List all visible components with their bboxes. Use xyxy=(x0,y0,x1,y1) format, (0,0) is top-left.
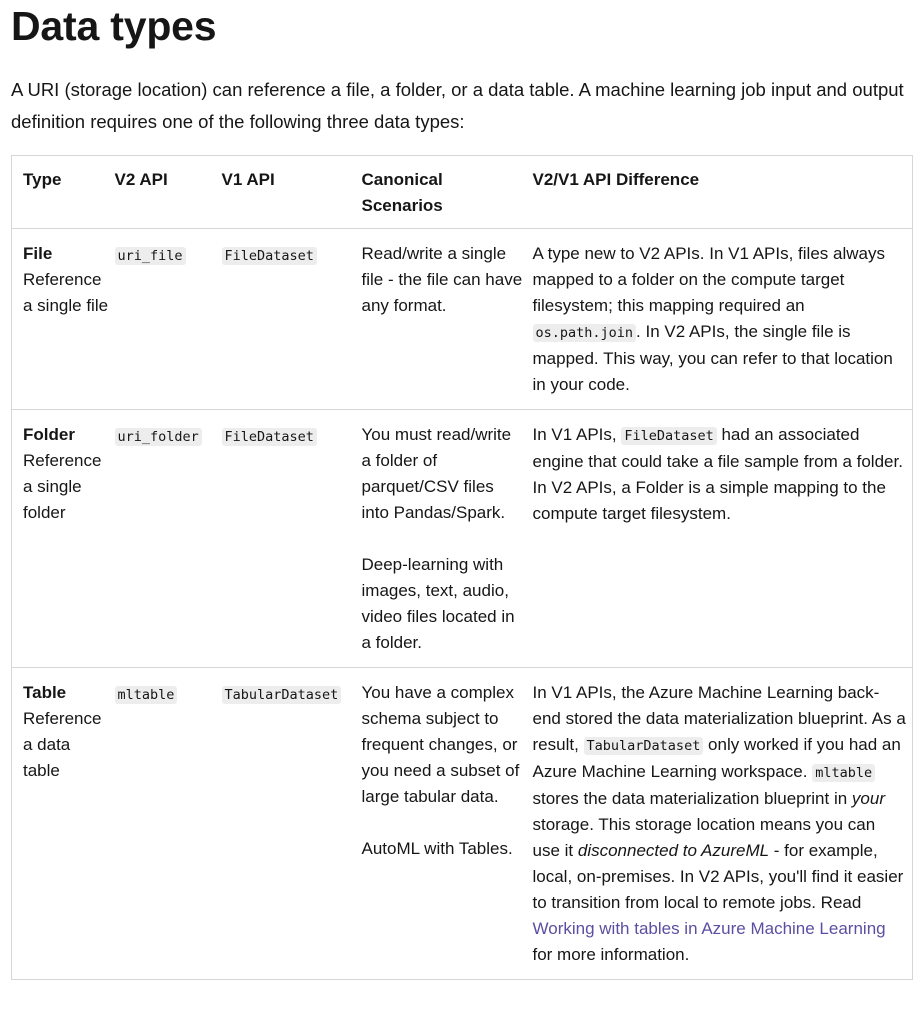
table-row-table xyxy=(12,668,913,980)
scenarios-cell xyxy=(362,410,533,668)
type-description: Reference a single file xyxy=(23,270,109,315)
difference-text: A type new to V2 APIs. In V1 APIs, files always mapped to a folder on the compute target filesystem; this mapping required an xyxy=(532,244,885,315)
scenario-text: Read/write a single file - the file can have any format. xyxy=(361,244,523,315)
difference-cell xyxy=(533,410,913,668)
v1-api-cell xyxy=(222,229,362,410)
type-cell xyxy=(12,229,115,410)
v2-api-cell xyxy=(115,229,222,410)
difference-text: only worked if you had an Azure Machine Learning workspace. xyxy=(532,735,901,781)
v2-api-code: uri_file xyxy=(115,247,186,265)
emphasis-text: your xyxy=(851,789,885,808)
v1-api-cell xyxy=(222,668,362,980)
scenario-text: You have a complex schema subject to frequent changes, or you need a subset of large tabular data. xyxy=(361,683,520,806)
scenarios-cell xyxy=(362,668,533,980)
type-name: Table xyxy=(23,683,67,702)
difference-text: stores the data materialization blueprint in xyxy=(532,789,852,808)
inline-code: FileDataset xyxy=(621,427,716,445)
difference-cell xyxy=(533,229,913,410)
inline-code: mltable xyxy=(812,764,875,782)
intro-paragraph: A URI (storage location) can reference a file, a folder, or a data table. A machine learning job input and output definition requires one of the following three data types: xyxy=(11,79,904,132)
data-types-table xyxy=(11,155,913,980)
table-row-folder xyxy=(12,410,913,668)
header-type: Type xyxy=(12,156,115,229)
difference-text: storage. This storage location means you can use it xyxy=(532,815,876,860)
table-header-row xyxy=(12,156,913,229)
header-v1-api: V1 API xyxy=(222,156,362,229)
scenario-text: You must read/write a folder of parquet/CSV files into Pandas/Spark. xyxy=(361,425,512,522)
type-cell xyxy=(12,410,115,668)
v1-api-code: FileDataset xyxy=(222,247,317,265)
difference-text: had an associated engine that could take a file sample from a folder. In V2 APIs, a Folder is a simple mapping to the compute target filesystem. xyxy=(532,425,903,523)
page-title: Data types xyxy=(11,3,217,49)
inline-code: TabularDataset xyxy=(584,737,704,755)
inline-code: os.path.join xyxy=(533,324,637,342)
v2-api-cell xyxy=(115,668,222,980)
type-cell xyxy=(12,668,115,980)
type-name: File xyxy=(23,244,53,263)
emphasis-text: disconnected to AzureML xyxy=(577,841,770,860)
difference-cell xyxy=(533,668,913,980)
difference-text: - for example, local, on-premises. In V2 APIs, you'll find it easier to transition from local to remote jobs. Read xyxy=(532,841,904,912)
header-v2-api: V2 API xyxy=(115,156,222,229)
v2-api-code: mltable xyxy=(115,686,178,704)
v1-api-code: FileDataset xyxy=(222,428,317,446)
scenarios-cell xyxy=(362,229,533,410)
v2-api-cell xyxy=(115,410,222,668)
difference-text: . In V2 APIs, the single file is mapped. This way, you can refer to that location in your code. xyxy=(532,322,893,394)
v1-api-cell xyxy=(222,410,362,668)
type-description: Reference a single folder xyxy=(23,451,102,522)
difference-text: In V1 APIs, xyxy=(532,425,622,444)
difference-text: for more information. xyxy=(532,945,690,964)
type-description: Reference a data table xyxy=(23,709,102,780)
header-api-difference: V2/V1 API Difference xyxy=(533,156,913,229)
header-canonical-scenarios: Canonical Scenarios xyxy=(362,156,533,229)
v2-api-code: uri_folder xyxy=(115,428,202,446)
scenario-text: AutoML with Tables. xyxy=(361,839,513,858)
type-name: Folder xyxy=(23,425,75,444)
v1-api-code: TabularDataset xyxy=(222,686,342,704)
scenario-text: Deep-learning with images, text, audio, video files located in a folder. xyxy=(361,555,515,652)
working-with-tables-link[interactable]: Working with tables in Azure Machine Learning xyxy=(532,919,886,938)
table-row-file xyxy=(12,229,913,410)
difference-text: In V1 APIs, the Azure Machine Learning back-end stored the data materialization blueprint. As a result, xyxy=(532,683,906,754)
